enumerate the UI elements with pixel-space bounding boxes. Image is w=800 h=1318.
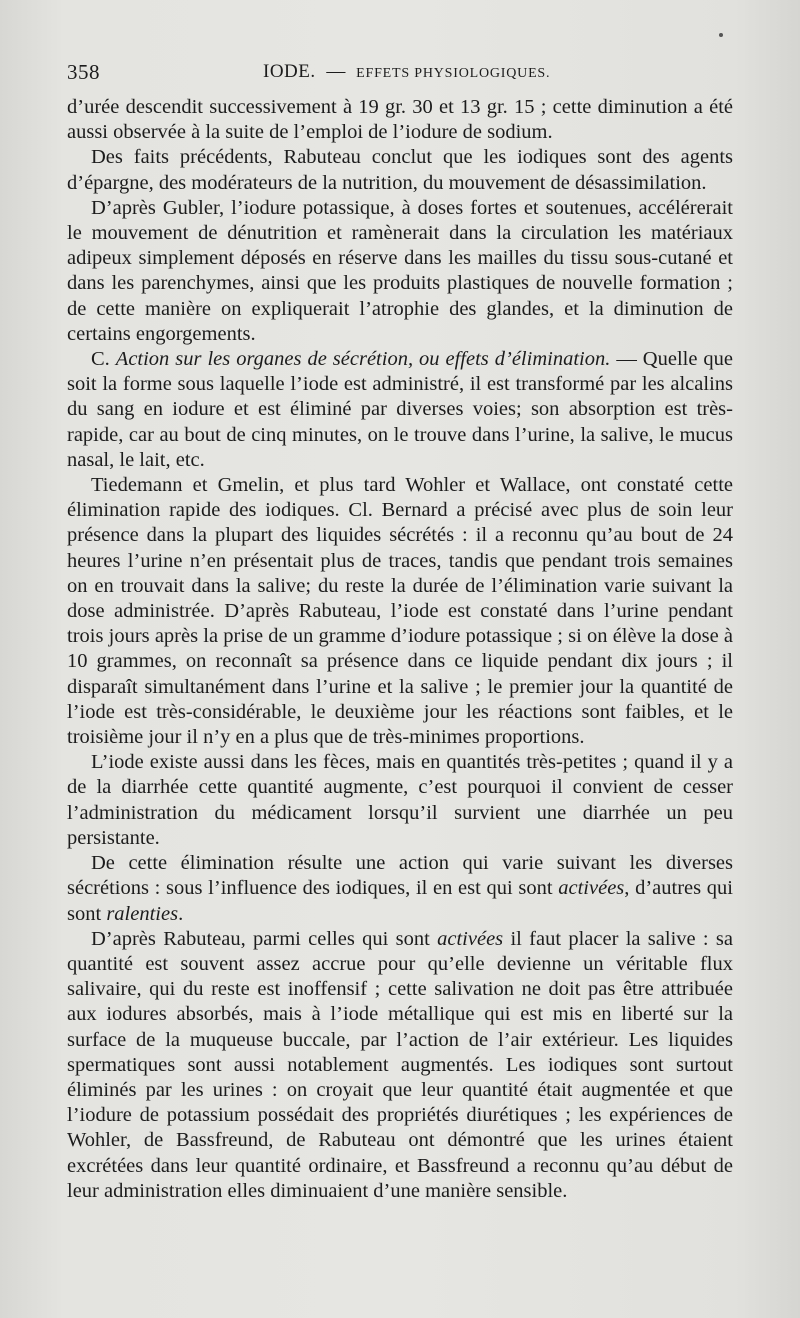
- paragraph-3: [67, 196, 733, 347]
- running-title-main: IODE.: [263, 61, 316, 82]
- paragraph-7-after: .: [178, 902, 184, 925]
- body-text: [67, 95, 733, 1204]
- paragraph-4-text: — Quelle que soit la forme sous laquelle l’iode est administré, il est transformé par les alcalins du sang en iodure et est éliminé par diverses voies; son absorption est très-rapide, car au bout de cinq minutes, on le trouve dans l’urine, la salive, le mucus nasal, le lait, etc.: [67, 348, 734, 471]
- paragraph-2-text: Des faits précédents, Rabuteau conclut que les iodiques sont des agents d’épargne, des modérateurs de la nutrition, du mouvement de désassimilation.: [67, 146, 733, 194]
- paragraph-6: [67, 750, 733, 851]
- running-title-dash: —: [326, 61, 346, 82]
- paragraph-3-text: D’après Gubler, l’iodure potassique, à doses fortes et soutenues, accélérerait le mouvement de dénutrition et ramènerait dans la circulation les matériaux adipeux simplement déposés en réserve dans les mailles du tissu sous-cutané et dans les parenchymes, ainsi que les produits plastiques de nouvelle formation ; de cette manière on expliquerait l’atrophie des glandes, et la diminution de certains engorgements.: [67, 196, 733, 345]
- paragraph-7-emphasis-slowed: ralenties: [106, 902, 179, 925]
- paragraph-8-after: il faut placer la salive : sa quantité est souvent assez accrue pour qu’elle devienne un véritable flux salivaire, qui du reste est inoffensif ; cette salivation ne doit pas être attribuée aux iodures absorbés, mais à l’iode métallique qui est mis en liberté sur la surface de la muqueuse buccale, par l’action de l’air extérieur. Les liquides spermatiques sont aussi notablement augmentés. Les iodiques sont surtout éliminés par les urines : on croyait que leur quantité était augmentée et que l’iodure de potassium possédait des propriétés diurétiques ; les expériences de Wohler, de Bassfreund, de Rabuteau ont démontré que les urines étaient excrétées dans leur quantité ordinaire, et Bassfreund a reconnu qu’au début de leur administration elles diminuaient d’une manière sensible.: [67, 927, 734, 1202]
- paragraph-7-middle: , d’autres qui sont: [67, 877, 733, 925]
- paragraph-8-emphasis-activated: activées: [437, 927, 504, 950]
- paragraph-6-text: L’iode existe aussi dans les fèces, mais en quantités très-petites ; quand il y a de la diarrhée cette quantité augmente, c’est pourquoi il convient de cesser l’administration du médicament lorsqu’il survient une diarrhée un peu persistante.: [67, 751, 733, 849]
- paragraph-5: [67, 473, 733, 750]
- paragraph-8-before: D’après Rabuteau, parmi celles qui sont: [91, 927, 430, 950]
- paragraph-7-emphasis-activated: activées: [558, 877, 625, 900]
- running-title: [263, 61, 550, 83]
- paragraph-7: [67, 851, 733, 927]
- paragraph-4: [67, 347, 733, 473]
- paragraph-8: [67, 927, 733, 1204]
- paragraph-5-text: Tiedemann et Gmelin, et plus tard Wohler et Wallace, ont constaté cette élimination rapide des iodiques. Cl. Bernard a précisé avec plus de soin leur présence dans la plupart des liquides sécrétés : il a reconnu qu’au bout de 24 heures l’urine n’en présentait plus de traces, tandis que pendant trois semaines on en trouvait dans la salive; du reste la durée de l’élimination varie suivant la dose administrée. D’après Rabuteau, l’iode est constaté dans l’urine pendant trois jours après la prise de un gramme d’iodure potassique ; si on élève la dose à 10 grammes, on reconnaît sa présence dans ce liquide pendant dix jours ; il disparaît simultanément dans l’urine et la salive ; le premier jour la quantité de l’iode est très-considérable, le deuxième jour les réactions sont faibles, et le troisième jour il n’y en a plus que de très-minimes proportions.: [67, 474, 733, 749]
- section-heading: Action sur les organes de sécrétion, ou effets d’élimination.: [115, 348, 611, 371]
- running-header: [67, 60, 733, 86]
- page-number: 358: [67, 60, 100, 84]
- section-label: C.: [91, 348, 110, 371]
- paragraph-2: [67, 145, 733, 195]
- paragraph-1: [67, 95, 733, 145]
- ink-speck: [719, 33, 723, 37]
- running-title-subtitle: EFFETS PHYSIOLOGIQUES.: [356, 66, 551, 81]
- paragraph-7-before: De cette élimination résulte une action qui varie suivant les diverses sécrétions : sous l’influence des iodiques, il en est qui sont: [67, 852, 733, 900]
- paragraph-1-text: d’urée descendit successivement à 19 gr. 30 et 13 gr. 15 ; cette diminution a été aussi observée à la suite de l’emploi de l’iodure de sodium.: [67, 96, 733, 144]
